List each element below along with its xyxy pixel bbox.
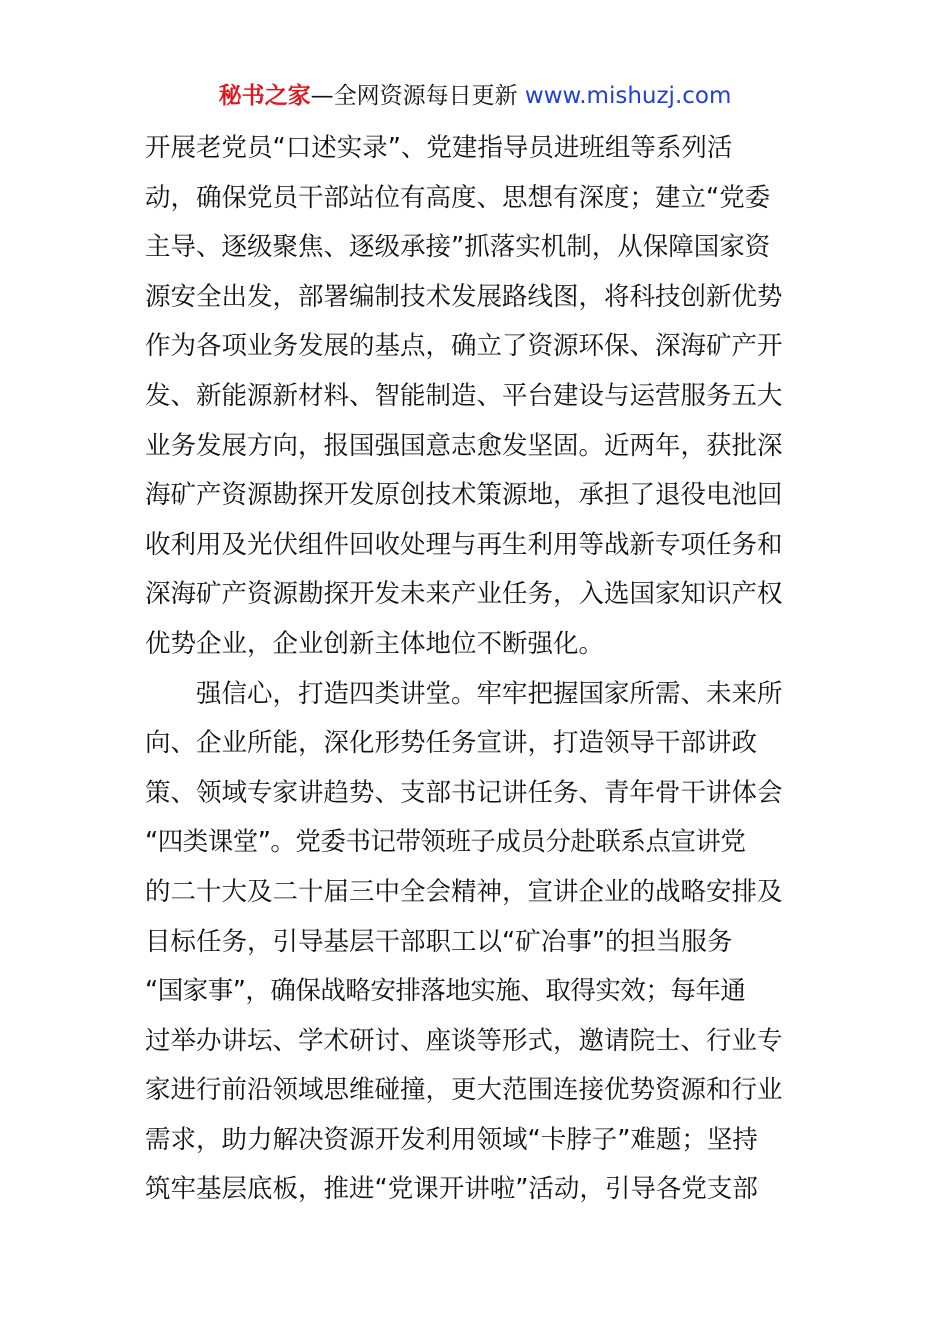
text-line: 作为各项业务发展的基点，确立了资源环保、深海矿产开 (145, 331, 783, 362)
paragraph-start-line: 强信心，打造四类讲堂。牢牢把握国家所需、未来所 (196, 678, 783, 709)
text-line: 业务发展方向，报国强国意志愈发坚固。近两年，获批深 (145, 430, 783, 461)
text-line: 的二十大及二十届三中全会精神，宣讲企业的战略安排及 (145, 876, 783, 907)
text-line: 过举办讲坛、学术研讨、座谈等形式，邀请院士、行业专 (145, 1025, 783, 1056)
text-line: 开展老党员“口述实录”、党建指导员进班组等系列活 (145, 133, 733, 163)
text-line: “四类课堂”。党委书记带领班子成员分赴联系点宣讲党 (145, 827, 746, 858)
text-line: 发、新能源新材料、智能制造、平台建设与运营服务五大 (145, 380, 783, 411)
header-tagline: —全网资源每日更新 (310, 83, 525, 109)
text-line: 动，确保党员干部站位有高度、思想有深度；建立“党委 (145, 182, 771, 213)
text-line: 向、企业所能，深化形势任务宣讲，打造领导干部讲政 (145, 728, 758, 759)
text-line: 深海矿产资源勘探开发未来产业任务，入选国家知识产权 (145, 579, 783, 610)
text-line: 源安全出发，部署编制技术发展路线图，将科技创新优势 (145, 281, 783, 312)
brand-name: 秘书之家 (218, 83, 311, 109)
site-url[interactable]: www.mishuzj.com (524, 83, 732, 109)
document-body (145, 124, 810, 1215)
text-line: 家进行前沿领域思维碰撞，更大范围连接优势资源和行业 (145, 1075, 783, 1106)
text-line: 主导、逐级聚焦、逐级承接”抓落实机制，从保障国家资 (145, 232, 771, 263)
paragraph-end-line: 优势企业，企业创新主体地位不断强化。 (145, 628, 605, 659)
text-line: 筑牢基层底板，推进“党课开讲啦”活动，引导各党支部 (145, 1174, 758, 1205)
text-line: 目标任务，引导基层干部职工以“矿冶事”的担当服务 (145, 926, 733, 957)
text-line: 海矿产资源勘探开发原创技术策源地，承担了退役电池回 (145, 480, 783, 511)
site-header (0, 80, 950, 112)
text-line: “国家事”，确保战略安排落地实施、取得实效；每年通 (145, 976, 746, 1007)
text-line: 需求，助力解决资源开发利用领域“卡脖子”难题；坚持 (145, 1124, 758, 1155)
text-line: 收利用及光伏组件回收处理与再生利用等战新专项任务和 (145, 529, 783, 560)
text-line: 策、领域专家讲趋势、支部书记讲任务、青年骨干讲体会 (145, 777, 783, 808)
